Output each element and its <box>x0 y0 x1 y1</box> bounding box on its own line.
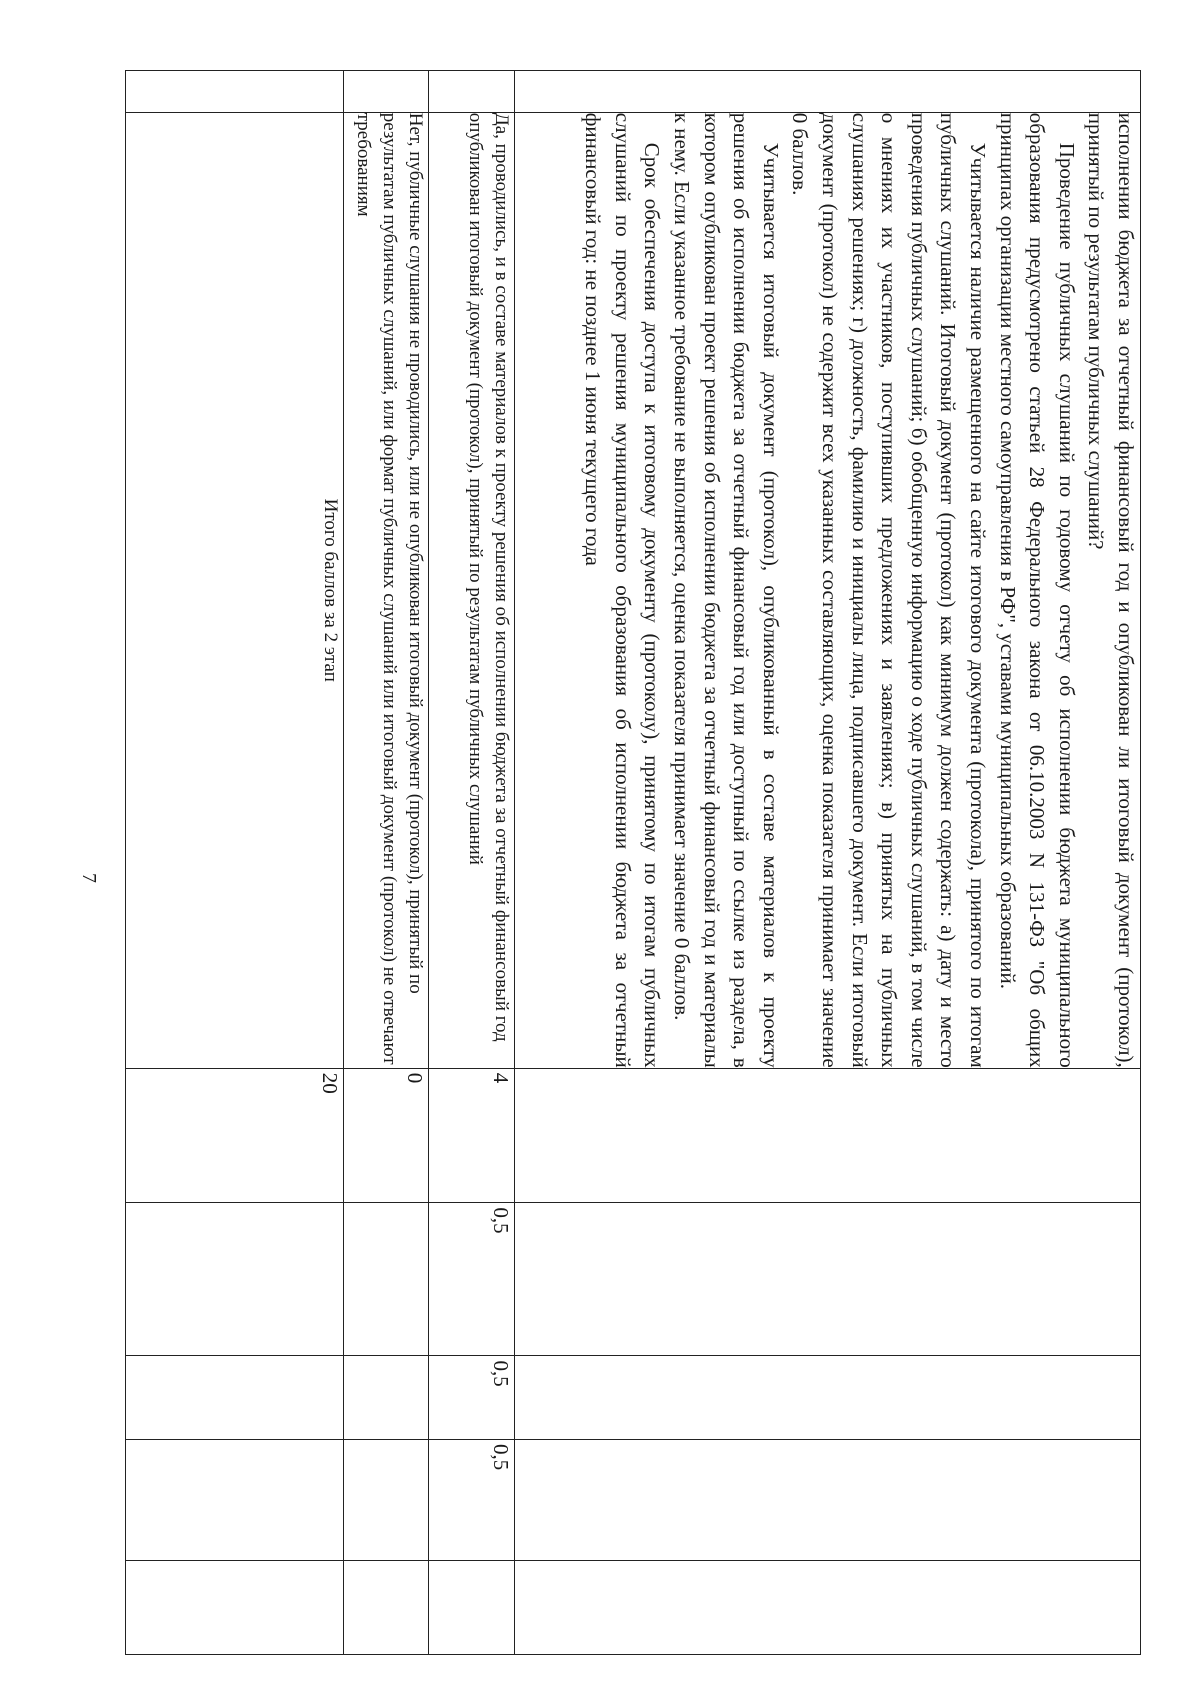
sub-score-cell <box>344 1356 429 1440</box>
score-cell <box>515 1068 1141 1203</box>
table-row <box>429 71 515 1655</box>
answer-yes-sub-score: 0,5 <box>489 1443 513 1471</box>
sub-score-cell <box>126 1203 344 1356</box>
sub-score-cell <box>515 1439 1141 1560</box>
total-label: Итого баллов за 2 этап <box>320 498 341 682</box>
answer-text-cell <box>344 112 429 1068</box>
sub-score-cell <box>515 1203 1141 1356</box>
answer-score-cell <box>344 1068 429 1203</box>
criterion-paragraph: Проведение публичных слушаний по годовому отчету об исполнении бюджета муниципального образования предусмотрено статьей 28 Федерального закона от 06.10.2003 N 131-ФЗ "Об общих принципах организации местного самоуправления в РФ", уставами муниципальных образований. <box>995 112 1079 1068</box>
answer-text-cell <box>429 112 515 1068</box>
sub-score-cell <box>126 1356 344 1440</box>
answer-score-cell <box>429 1068 515 1203</box>
sub-score-cell <box>429 1439 515 1560</box>
index-cell <box>429 71 515 113</box>
answer-yes-sub-score: 0,5 <box>489 1360 513 1387</box>
criterion-paragraph: Учитывается итоговый документ (протокол), опубликованный в составе материалов к проекту решения об исполнении бюджета за отчетный финансовый год или доступный по ссылке из раздела, в котором опубликован проект решения об исполнении бюджета за отчетный финансовый год и материалы к нему. Если указанное требование не выполняется, оценка показателя принимает значение 0 баллов. <box>670 112 783 1068</box>
criterion-text-cell <box>515 112 1141 1068</box>
table-row <box>126 71 344 1655</box>
index-cell <box>126 71 344 113</box>
index-cell <box>344 71 429 113</box>
answer-yes-score: 4 <box>489 1072 513 1084</box>
sub-score-cell <box>429 1203 515 1356</box>
criterion-paragraph: исполнении бюджета за отчетный финансовый год и опубликован ли итоговый документ (протокол), принятый по результатам публичных слушаний? <box>1084 112 1138 1068</box>
answer-yes-sub-score: 0,5 <box>489 1207 513 1234</box>
sub-score-cell <box>126 1439 344 1560</box>
table-row <box>515 71 1141 1655</box>
table-row <box>344 71 429 1655</box>
sub-score-cell <box>515 1356 1141 1440</box>
sub-score-cell <box>429 1560 515 1654</box>
criteria-table <box>125 70 1141 1655</box>
page-number: 7 <box>78 873 100 883</box>
answer-yes-text: Да, проводились, и в составе материалов к проекту решения об исполнении бюджета за отчетный финансовый год опубликован итоговый документ (протокол), принятый по результатам публичных слушаний <box>465 112 512 1042</box>
criterion-paragraph: Учитывается наличие размещенного на сайте итогового документа (протокола), принятого по итогам публичных слушаний. Итоговый документ (протокол) как минимум должен содержать: а) дату и место проведения публичных слушаний; б) обобщенную информацию о ходе публичных слушаний, в том числе о мнениях их участников, поступивших предложениях и заявлениях; в) принятых на публичных слушаниях решениях; г) должность, фамилию и инициалы лица, подписавшего документ. Если итоговый документ (протокол) не содержит всех указанных составляющих, оценка показателя принимает значение 0 баллов. <box>788 112 991 1068</box>
rotated-table-wrapper <box>126 70 1141 1655</box>
answer-no-text: Нет, публичные слушания не проводились, или не опубликован итоговый документ (протокол), принятый по результатам публичных слушаний, или формат публичных слушаний или итоговый документ (протокол) не отвечают требованиям <box>353 112 426 1065</box>
total-score: 20 <box>318 1072 342 1094</box>
criterion-paragraph: Срок обеспечения доступа к итоговому документу (протоколу), принятому по итогам публичных слушаний по проекту решения муниципального образования об исполнении бюджета за отчетный финансовый год: не позднее 1 июня текущего года <box>581 112 665 1068</box>
index-cell <box>515 71 1141 113</box>
sub-score-cell <box>126 1560 344 1654</box>
total-score-cell <box>126 1068 344 1203</box>
sub-score-cell <box>515 1560 1141 1654</box>
answer-no-score: 0 <box>403 1072 427 1084</box>
total-label-cell <box>126 112 344 1068</box>
sub-score-cell <box>429 1356 515 1440</box>
sub-score-cell <box>344 1203 429 1356</box>
sub-score-cell <box>344 1560 429 1654</box>
sub-score-cell <box>344 1439 429 1560</box>
